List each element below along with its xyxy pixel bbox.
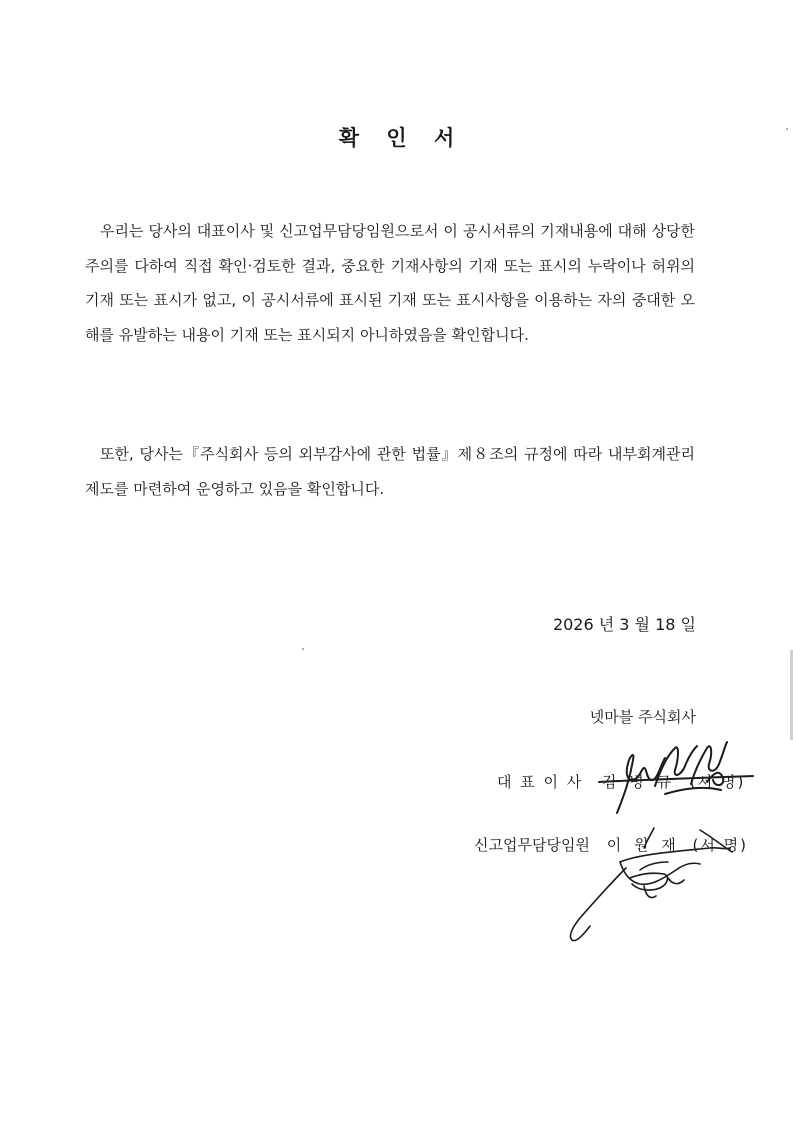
officer-name: 이 원 재 <box>606 836 680 854</box>
officer-seal-label: (서 명) <box>692 836 748 854</box>
ceo-signature-line <box>497 771 745 792</box>
officer-role: 신고업무담당임원 <box>474 836 590 854</box>
document-title: 확 인 서 <box>338 126 465 150</box>
ceo-role: 대 표 이 사 <box>497 773 584 791</box>
internal-control-paragraph: 또한, 당사는『주식회사 등의 외부감사에 관한 법률』제８조의 규정에 따라 내부회계관리제도를 마련하여 운영하고 있음을 확인합니다. <box>85 445 695 498</box>
ceo-name: 김 병 규 <box>602 773 676 791</box>
document-date: 2026 년 3 월 18 일 <box>552 615 696 634</box>
confirmation-paragraph: 우리는 당사의 대표이사 및 신고업무담당임원으로서 이 공시서류의 기재내용에 대해 상당한 주의를 다하여 직접 확인·검토한 결과, 중요한 기재사항의 기재 또는 표시의 누락이나 허위의 기재 또는 표시가 없고, 이 공시서류에 표시된 기재 또는 표시사항을 이용하는 자의 중대한 오해를 유발하는 내용이 기재 또는 표시되지 아니하였음을 확인합니다. <box>85 222 695 344</box>
scan-dot <box>302 648 304 650</box>
scan-dot <box>786 128 788 130</box>
company-name: 넷마블 주식회사 <box>589 708 696 726</box>
ceo-seal-label: (서 명) <box>689 773 746 791</box>
disclosure-officer-signature-line <box>474 834 748 855</box>
